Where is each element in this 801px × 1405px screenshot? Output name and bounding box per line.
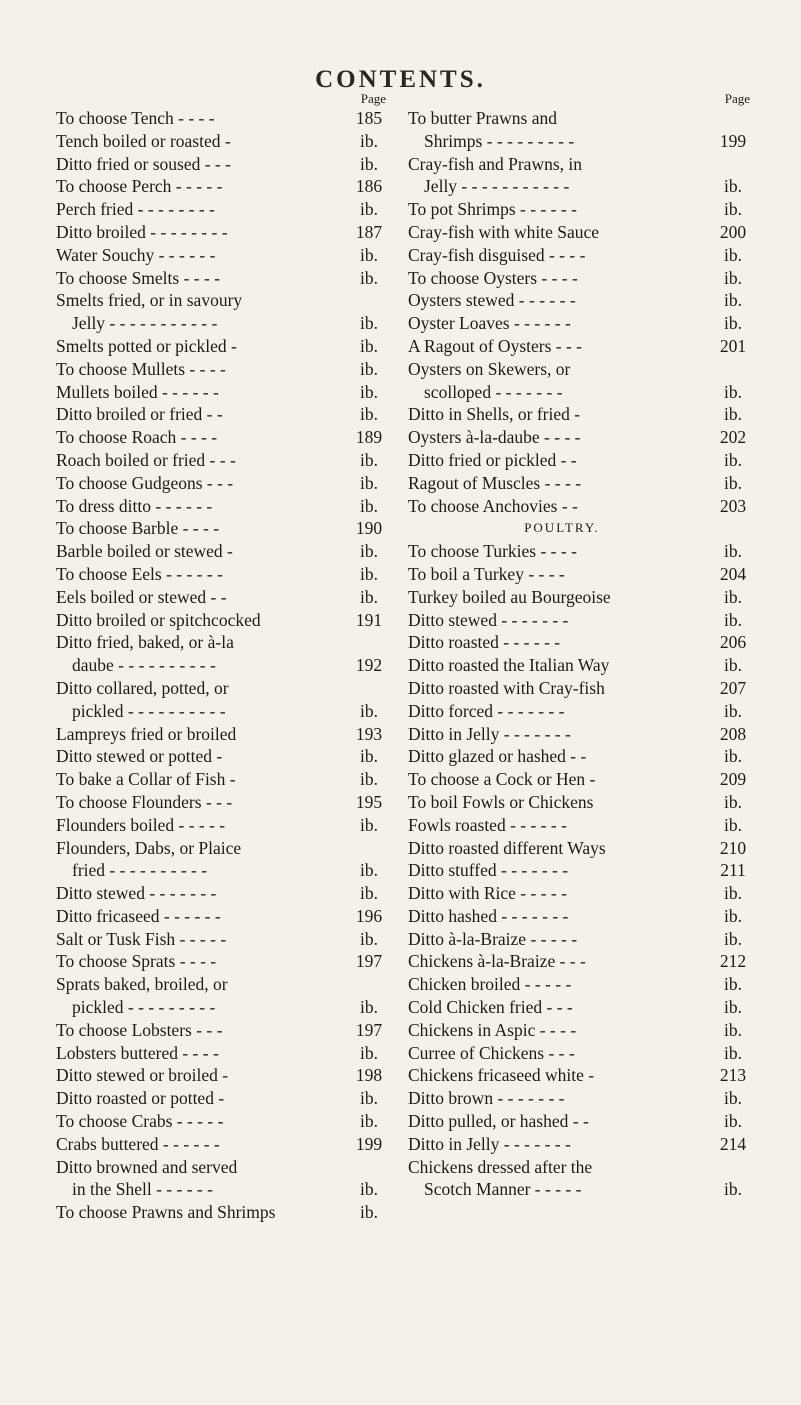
entry-title: Chickens dressed after the (408, 1156, 593, 1177)
contents-entry (408, 1064, 756, 1087)
contents-entry (408, 335, 756, 358)
contents-entry (408, 1178, 756, 1201)
contents-entry (56, 631, 392, 654)
contents-list-left (56, 107, 392, 1224)
contents-entry (408, 700, 756, 723)
contents-entry (408, 358, 756, 381)
page-column-header: Page (360, 91, 386, 106)
contents-entry (408, 631, 756, 654)
entry-title: Smelts potted or pickled - (56, 335, 237, 356)
entry-page-number: ib. (724, 1111, 742, 1132)
contents-entry (56, 950, 392, 973)
contents-entry (408, 996, 756, 1019)
contents-entry (408, 1042, 756, 1065)
entry-title: Eels boiled or stewed - - (56, 586, 227, 607)
contents-entry (408, 221, 756, 244)
contents-entry (56, 335, 392, 358)
entry-title: Oysters on Skewers, or (408, 358, 571, 379)
contents-entry (408, 198, 756, 221)
contents-entry (408, 381, 756, 404)
entry-title: Ditto stewed - - - - - - - (56, 883, 217, 904)
entry-title: To choose a Cock or Hen - (408, 769, 596, 790)
entry-page-number: ib. (724, 404, 742, 425)
contents-entry (56, 677, 392, 700)
contents-entry (408, 1019, 756, 1042)
entry-page-number: ib. (360, 153, 378, 174)
entry-title: Oysters à-la-daube - - - - (408, 427, 581, 448)
entry-page-number: ib. (360, 860, 378, 881)
contents-entry (408, 973, 756, 996)
entry-page-number: ib. (724, 1179, 742, 1200)
contents-entry (56, 700, 392, 723)
contents-entry (408, 950, 756, 973)
entry-title: Chickens in Aspic - - - - (408, 1019, 577, 1040)
entry-title: Fowls roasted - - - - - - (408, 814, 567, 835)
contents-entry (408, 267, 756, 290)
entry-page-number: ib. (360, 1202, 378, 1223)
contents-entry (408, 928, 756, 951)
contents-entry (408, 244, 756, 267)
entry-title: Chickens fricaseed white - (408, 1065, 595, 1086)
contents-entry (408, 175, 756, 198)
entry-page-number: ib. (360, 358, 378, 379)
contents-entry (56, 1064, 392, 1087)
contents-entry (408, 1087, 756, 1110)
contents-entry (408, 814, 756, 837)
contents-entry (408, 1133, 756, 1156)
contents-entry (56, 1019, 392, 1042)
entry-title: Scotch Manner - - - - - (424, 1179, 582, 1200)
contents-entry (56, 928, 392, 951)
contents-entry (56, 495, 392, 518)
entry-page-number: ib. (724, 905, 742, 926)
entry-page-number: 198 (355, 1065, 383, 1086)
entry-title: To boil Fowls or Chickens (408, 791, 594, 812)
entry-title: Flounders boiled - - - - - (56, 814, 226, 835)
contents-entry (56, 973, 392, 996)
entry-title: in the Shell - - - - - - (72, 1179, 213, 1200)
entry-page-number: ib. (360, 1088, 378, 1109)
contents-entry (408, 882, 756, 905)
entry-title: Perch fried - - - - - - - - (56, 199, 215, 220)
entry-page-number: 197 (355, 951, 383, 972)
entry-title: pickled - - - - - - - - - - (72, 700, 226, 721)
entry-title: Chickens à-la-Braize - - - (408, 951, 586, 972)
entry-page-number: ib. (360, 700, 378, 721)
entry-page-number: 197 (355, 1019, 383, 1040)
entry-page-number: ib. (360, 883, 378, 904)
entry-page-number: ib. (360, 586, 378, 607)
contents-list-right (408, 107, 756, 1201)
contents-entry (56, 403, 392, 426)
entry-page-number: 196 (355, 905, 383, 926)
entry-title: Ditto brown - - - - - - - (408, 1088, 565, 1109)
contents-entry (56, 289, 392, 312)
entry-title: Barble boiled or stewed - (56, 541, 233, 562)
entry-title: Cray-fish with white Sauce (408, 221, 599, 242)
entry-title: Oyster Loaves - - - - - - (408, 313, 571, 334)
entry-title: To choose Roach - - - - (56, 427, 218, 448)
entry-page-number: ib. (724, 883, 742, 904)
entry-title: Ditto glazed or hashed - - (408, 746, 587, 767)
entry-title: Flounders, Dabs, or Plaice (56, 837, 242, 858)
entry-title: A Ragout of Oysters - - - (408, 335, 583, 356)
entry-title: Ditto pulled, or hashed - - (408, 1111, 589, 1132)
contents-entry (56, 859, 392, 882)
contents-entry (56, 996, 392, 1019)
contents-entry (56, 1042, 392, 1065)
contents-entry (56, 221, 392, 244)
entry-page-number: ib. (724, 381, 742, 402)
entry-title: Ditto in Shells, or fried - (408, 404, 581, 425)
entry-title: Ditto hashed - - - - - - - (408, 905, 569, 926)
contents-entry (56, 1156, 392, 1179)
entry-page-number: ib. (360, 1179, 378, 1200)
entry-title: Tench boiled or roasted - (56, 130, 231, 151)
entry-page-number: ib. (724, 814, 742, 835)
entry-title: Ditto forced - - - - - - - (408, 700, 565, 721)
entry-title: Ditto fried or soused - - - (56, 153, 231, 174)
entry-page-number: ib. (724, 746, 742, 767)
entry-page-number: ib. (724, 700, 742, 721)
entry-title: Ditto broiled or spitchcocked (56, 609, 261, 630)
contents-entry (56, 723, 392, 746)
contents-entry (56, 358, 392, 381)
contents-entry (408, 403, 756, 426)
entry-title: Ditto stewed or broiled - (56, 1065, 229, 1086)
entry-page-number: ib. (360, 313, 378, 334)
entry-title: Ditto collared, potted, or (56, 677, 229, 698)
contents-entry (56, 905, 392, 928)
contents-entry (56, 540, 392, 563)
entry-title: Ditto stewed - - - - - - - (408, 609, 569, 630)
contents-entry (408, 768, 756, 791)
entry-page-number: 187 (355, 221, 383, 242)
entry-title: Ditto in Jelly - - - - - - - (408, 1133, 571, 1154)
entry-title: Ragout of Muscles - - - - (408, 472, 582, 493)
entry-title: daube - - - - - - - - - - (72, 655, 216, 676)
entry-title: Ditto fried or pickled - - (408, 449, 577, 470)
entry-title: Ditto roasted with Cray-fish (408, 677, 605, 698)
entry-page-number: 200 (719, 221, 747, 242)
entry-title: Crabs buttered - - - - - - (56, 1133, 220, 1154)
contents-entry (408, 426, 756, 449)
contents-entry (408, 289, 756, 312)
contents-entry (56, 586, 392, 609)
contents-entry (408, 586, 756, 609)
entry-title: Cray-fish and Prawns, in (408, 153, 583, 174)
contents-entry (56, 449, 392, 472)
entry-page-number: ib. (360, 495, 378, 516)
contents-entry (408, 654, 756, 677)
entry-page-number: 213 (719, 1065, 747, 1086)
entry-title: Oysters stewed - - - - - - (408, 290, 576, 311)
entry-page-number: 210 (719, 837, 747, 858)
entry-title: To butter Prawns and (408, 108, 557, 128)
entry-title: Ditto roasted or potted - (56, 1088, 225, 1109)
entry-title: To choose Gudgeons - - - (56, 472, 234, 493)
entry-title: To choose Mullets - - - - (56, 358, 226, 379)
entry-page-number: ib. (724, 1019, 742, 1040)
entry-page-number: ib. (360, 335, 378, 356)
entry-page-number: ib. (724, 449, 742, 470)
contents-entry (408, 677, 756, 700)
contents-column-right (408, 92, 756, 1201)
entry-page-number: ib. (360, 746, 378, 767)
contents-entry (408, 472, 756, 495)
contents-entry (408, 609, 756, 632)
entry-title: To bake a Collar of Fish - (56, 769, 236, 790)
entry-title: To choose Anchovies - - (408, 495, 578, 516)
entry-page-number: ib. (360, 563, 378, 584)
contents-entry (56, 1178, 392, 1201)
contents-entry (56, 791, 392, 814)
entry-title: Ditto à-la-Braize - - - - - (408, 928, 578, 949)
entry-title: Lampreys fried or broiled (56, 723, 237, 744)
entry-title: Water Souchy - - - - - - (56, 244, 216, 265)
entry-page-number: ib. (724, 586, 742, 607)
entry-page-number: 201 (719, 335, 747, 356)
entry-title: Chicken broiled - - - - - (408, 974, 572, 995)
contents-entry (408, 495, 756, 518)
contents-entry (56, 244, 392, 267)
entry-page-number: 185 (355, 108, 383, 128)
entry-title: Curree of Chickens - - - (408, 1042, 575, 1063)
entry-page-number: ib. (724, 974, 742, 995)
entry-page-number: ib. (724, 290, 742, 311)
entry-page-number: ib. (360, 997, 378, 1018)
entry-title: To choose Oysters - - - - (408, 267, 578, 288)
contents-entry (408, 540, 756, 563)
entry-page-number: ib. (360, 541, 378, 562)
entry-title: To choose Turkies - - - - (408, 541, 577, 562)
contents-entry (56, 107, 392, 130)
entry-page-number: ib. (360, 267, 378, 288)
entry-page-number: ib. (360, 449, 378, 470)
contents-entry (56, 563, 392, 586)
entry-page-number: 186 (355, 176, 383, 197)
entry-page-number: ib. (724, 791, 742, 812)
entry-page-number: ib. (724, 928, 742, 949)
entry-title: Jelly - - - - - - - - - - - (424, 176, 570, 197)
entry-page-number: 193 (355, 723, 383, 744)
entry-title: To dress ditto - - - - - - (56, 495, 213, 516)
entry-title: To choose Flounders - - - (56, 791, 233, 812)
page-title: CONTENTS. (315, 66, 486, 93)
entry-page-number: 211 (720, 860, 746, 881)
entry-page-number: ib. (724, 541, 742, 562)
entry-title: Ditto broiled - - - - - - - - (56, 221, 228, 242)
contents-entry (408, 745, 756, 768)
entry-title: Ditto stuffed - - - - - - - (408, 860, 569, 881)
entry-page-number: ib. (724, 176, 742, 197)
contents-entry (408, 153, 756, 176)
contents-entry (408, 791, 756, 814)
entry-page-number: ib. (360, 814, 378, 835)
entry-page-number: ib. (360, 1111, 378, 1132)
entry-title: To choose Sprats - - - - (56, 951, 217, 972)
contents-entry (408, 837, 756, 860)
page-column-header: Page (724, 91, 750, 106)
section-heading: POULTRY. (524, 520, 600, 536)
entry-title: To boil a Turkey - - - - (408, 563, 565, 584)
entry-title: Ditto fried, baked, or à-la (56, 632, 234, 653)
contents-entry (56, 426, 392, 449)
entry-page-number: 209 (719, 769, 747, 790)
entry-page-number: 207 (719, 677, 747, 698)
entry-title: Ditto roasted - - - - - - (408, 632, 561, 653)
entry-page-number: 202 (719, 427, 747, 448)
contents-entry (408, 563, 756, 586)
contents-entry (408, 1156, 756, 1179)
contents-entry (56, 814, 392, 837)
entry-title: Cray-fish disguised - - - - (408, 244, 586, 265)
contents-entry (56, 768, 392, 791)
entry-title: To choose Smelts - - - - (56, 267, 221, 288)
entry-page-number: ib. (360, 472, 378, 493)
entry-title: To choose Lobsters - - - (56, 1019, 223, 1040)
entry-page-number: 195 (355, 791, 383, 812)
entry-page-number: ib. (724, 1042, 742, 1063)
entry-page-number: ib. (724, 472, 742, 493)
entry-page-number: ib. (724, 313, 742, 334)
entry-page-number: 204 (719, 563, 747, 584)
entry-page-number: 206 (719, 632, 747, 653)
entry-page-number: 203 (719, 495, 747, 516)
contents-entry (408, 905, 756, 928)
entry-title: pickled - - - - - - - - - (72, 997, 216, 1018)
entry-title: Ditto roasted the Italian Way (408, 655, 610, 676)
entry-page-number: 212 (719, 951, 747, 972)
entry-title: Turkey boiled au Bourgeoise (408, 586, 611, 607)
entry-title: Ditto fricaseed - - - - - - (56, 905, 221, 926)
entry-page-number: 199 (355, 1133, 383, 1154)
entry-page-number: 190 (355, 518, 383, 539)
entry-title: scolloped - - - - - - - (424, 381, 563, 402)
entry-page-number: 199 (719, 130, 747, 151)
entry-title: Salt or Tusk Fish - - - - - (56, 928, 227, 949)
entry-title: To choose Barble - - - - (56, 518, 220, 539)
contents-entry (56, 609, 392, 632)
entry-title: Ditto in Jelly - - - - - - - (408, 723, 571, 744)
entry-title: Ditto stewed or potted - (56, 746, 223, 767)
contents-entry (56, 153, 392, 176)
contents-entry (408, 859, 756, 882)
entry-page-number: ib. (360, 381, 378, 402)
entry-page-number: ib. (724, 609, 742, 630)
entry-title: To choose Tench - - - - (56, 108, 215, 128)
contents-entry (408, 107, 756, 130)
entry-title: Ditto roasted different Ways (408, 837, 606, 858)
contents-entry (56, 472, 392, 495)
contents-entry (56, 882, 392, 905)
contents-entry (56, 267, 392, 290)
entry-page-number: 208 (719, 723, 747, 744)
entry-title: fried - - - - - - - - - - (72, 860, 208, 881)
contents-entry (56, 837, 392, 860)
contents-entry (408, 449, 756, 472)
entry-title: To choose Eels - - - - - - (56, 563, 223, 584)
entry-page-number: ib. (360, 404, 378, 425)
contents-entry (56, 1087, 392, 1110)
contents-column-left (56, 92, 392, 1224)
entry-page-number: ib. (360, 769, 378, 790)
entry-title: To choose Crabs - - - - - (56, 1111, 224, 1132)
entry-page-number: ib. (360, 1042, 378, 1063)
contents-entry (56, 198, 392, 221)
entry-title: Ditto with Rice - - - - - (408, 883, 567, 904)
contents-entry (56, 130, 392, 153)
entry-page-number: ib. (724, 997, 742, 1018)
contents-entry (56, 1133, 392, 1156)
entry-page-number: ib. (360, 928, 378, 949)
entry-title: Shrimps - - - - - - - - - (424, 130, 575, 151)
contents-entry (56, 1110, 392, 1133)
entry-page-number: ib. (724, 1088, 742, 1109)
entry-page-number: ib. (360, 130, 378, 151)
entry-page-number: ib. (360, 199, 378, 220)
contents-entry (56, 312, 392, 335)
entry-page-number: 214 (719, 1133, 747, 1154)
entry-page-number: 192 (355, 655, 383, 676)
entry-title: To choose Prawns and Shrimps (56, 1202, 276, 1223)
entry-title: Sprats baked, broiled, or (56, 974, 228, 995)
contents-entry (408, 723, 756, 746)
entry-title: To choose Perch - - - - - (56, 176, 223, 197)
entry-title: Jelly - - - - - - - - - - - (72, 313, 218, 334)
entry-page-number: ib. (724, 199, 742, 220)
contents-entry (56, 745, 392, 768)
entry-page-number: 191 (355, 609, 383, 630)
entry-page-number: ib. (360, 244, 378, 265)
contents-entry (56, 175, 392, 198)
entry-page-number: 189 (355, 427, 383, 448)
entry-page-number: ib. (724, 655, 742, 676)
entry-title: Ditto browned and served (56, 1156, 238, 1177)
entry-title: Lobsters buttered - - - - (56, 1042, 219, 1063)
entry-title: To pot Shrimps - - - - - - (408, 199, 577, 220)
contents-entry (56, 381, 392, 404)
entry-page-number: ib. (724, 267, 742, 288)
contents-entry (56, 1201, 392, 1224)
contents-entry (408, 312, 756, 335)
contents-entry (408, 130, 756, 153)
entry-title: Smelts fried, or in savoury (56, 290, 243, 311)
contents-entry (56, 517, 392, 540)
entry-title: Roach boiled or fried - - - (56, 449, 236, 470)
entry-title: Cold Chicken fried - - - (408, 997, 573, 1018)
contents-entry (56, 654, 392, 677)
entry-title: Ditto broiled or fried - - (56, 404, 223, 425)
entry-page-number: ib. (724, 244, 742, 265)
entry-title: Mullets boiled - - - - - - (56, 381, 219, 402)
contents-entry (408, 1110, 756, 1133)
